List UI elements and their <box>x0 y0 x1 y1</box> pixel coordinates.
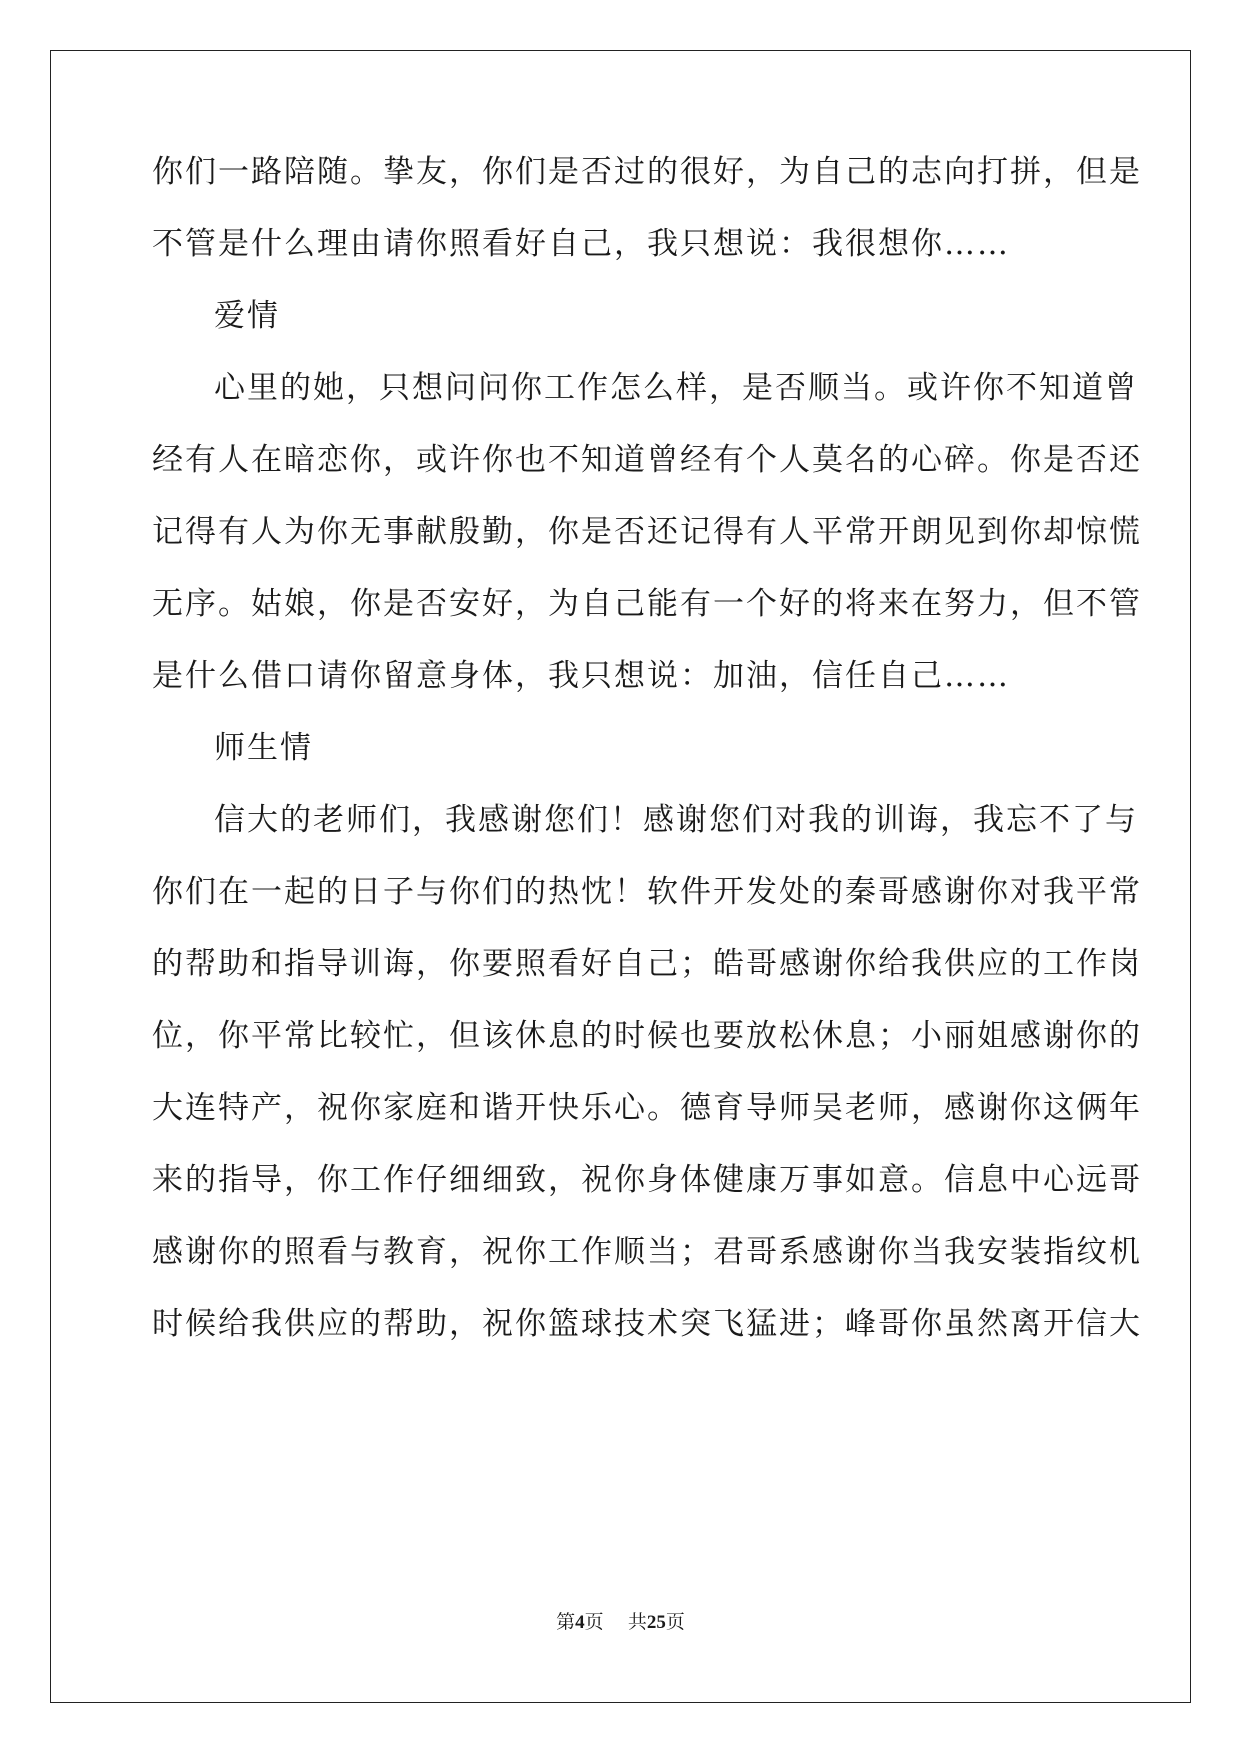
body-line-5: 记得有人为你无事献殷勤，你是否还记得有人平常开朗见到你却惊慌 <box>152 514 1142 550</box>
section-heading-love: 爱情 <box>214 298 280 334</box>
page-prefix: 第 <box>556 1611 576 1633</box>
body-line-1: 你们一路陪随。挚友，你们是否过的很好，为自己的志向打拼，但是 <box>152 154 1142 190</box>
total-suffix: 页 <box>665 1611 685 1633</box>
body-line-15: 时候给我供应的帮助，祝你篮球技术突飞猛进；峰哥你虽然离开信大 <box>152 1306 1142 1342</box>
body-line-14: 感谢你的照看与教育，祝你工作顺当；君哥系感谢你当我安装指纹机 <box>152 1234 1142 1270</box>
body-line-10: 的帮助和指导训诲，你要照看好自己；皓哥感谢你给我供应的工作岗 <box>152 946 1142 982</box>
body-line-6: 无序。姑娘，你是否安好，为自己能有一个好的将来在努力，但不管 <box>152 586 1142 622</box>
page-number: 4 <box>575 1612 585 1633</box>
page-footer <box>0 1610 1241 1635</box>
body-line-13: 来的指导，你工作仔细细致，祝你身体健康万事如意。信息中心远哥 <box>152 1162 1142 1198</box>
body-line-8: 信大的老师们，我感谢您们！感谢您们对我的训诲，我忘不了与 <box>214 802 1138 838</box>
total-pages: 25 <box>646 1612 666 1633</box>
total-prefix: 共 <box>627 1611 647 1633</box>
body-line-7: 是什么借口请你留意身体，我只想说：加油，信任自己…… <box>152 658 1010 694</box>
section-heading-teacher: 师生情 <box>214 730 313 766</box>
body-line-9: 你们在一起的日子与你们的热忱！软件开发处的秦哥感谢你对我平常 <box>152 874 1142 910</box>
body-line-4: 经有人在暗恋你，或许你也不知道曾经有个人莫名的心碎。你是否还 <box>152 442 1142 478</box>
page-suffix: 页 <box>584 1611 604 1633</box>
body-line-2: 不管是什么理由请你照看好自己，我只想说：我很想你…… <box>152 226 1010 262</box>
body-line-3: 心里的她，只想问问你工作怎么样，是否顺当。或许你不知道曾 <box>214 370 1138 406</box>
body-line-11: 位，你平常比较忙，但该休息的时候也要放松休息；小丽姐感谢你的 <box>152 1018 1142 1054</box>
body-line-12: 大连特产，祝你家庭和谐开快乐心。德育导师吴老师，感谢你这俩年 <box>152 1090 1142 1126</box>
